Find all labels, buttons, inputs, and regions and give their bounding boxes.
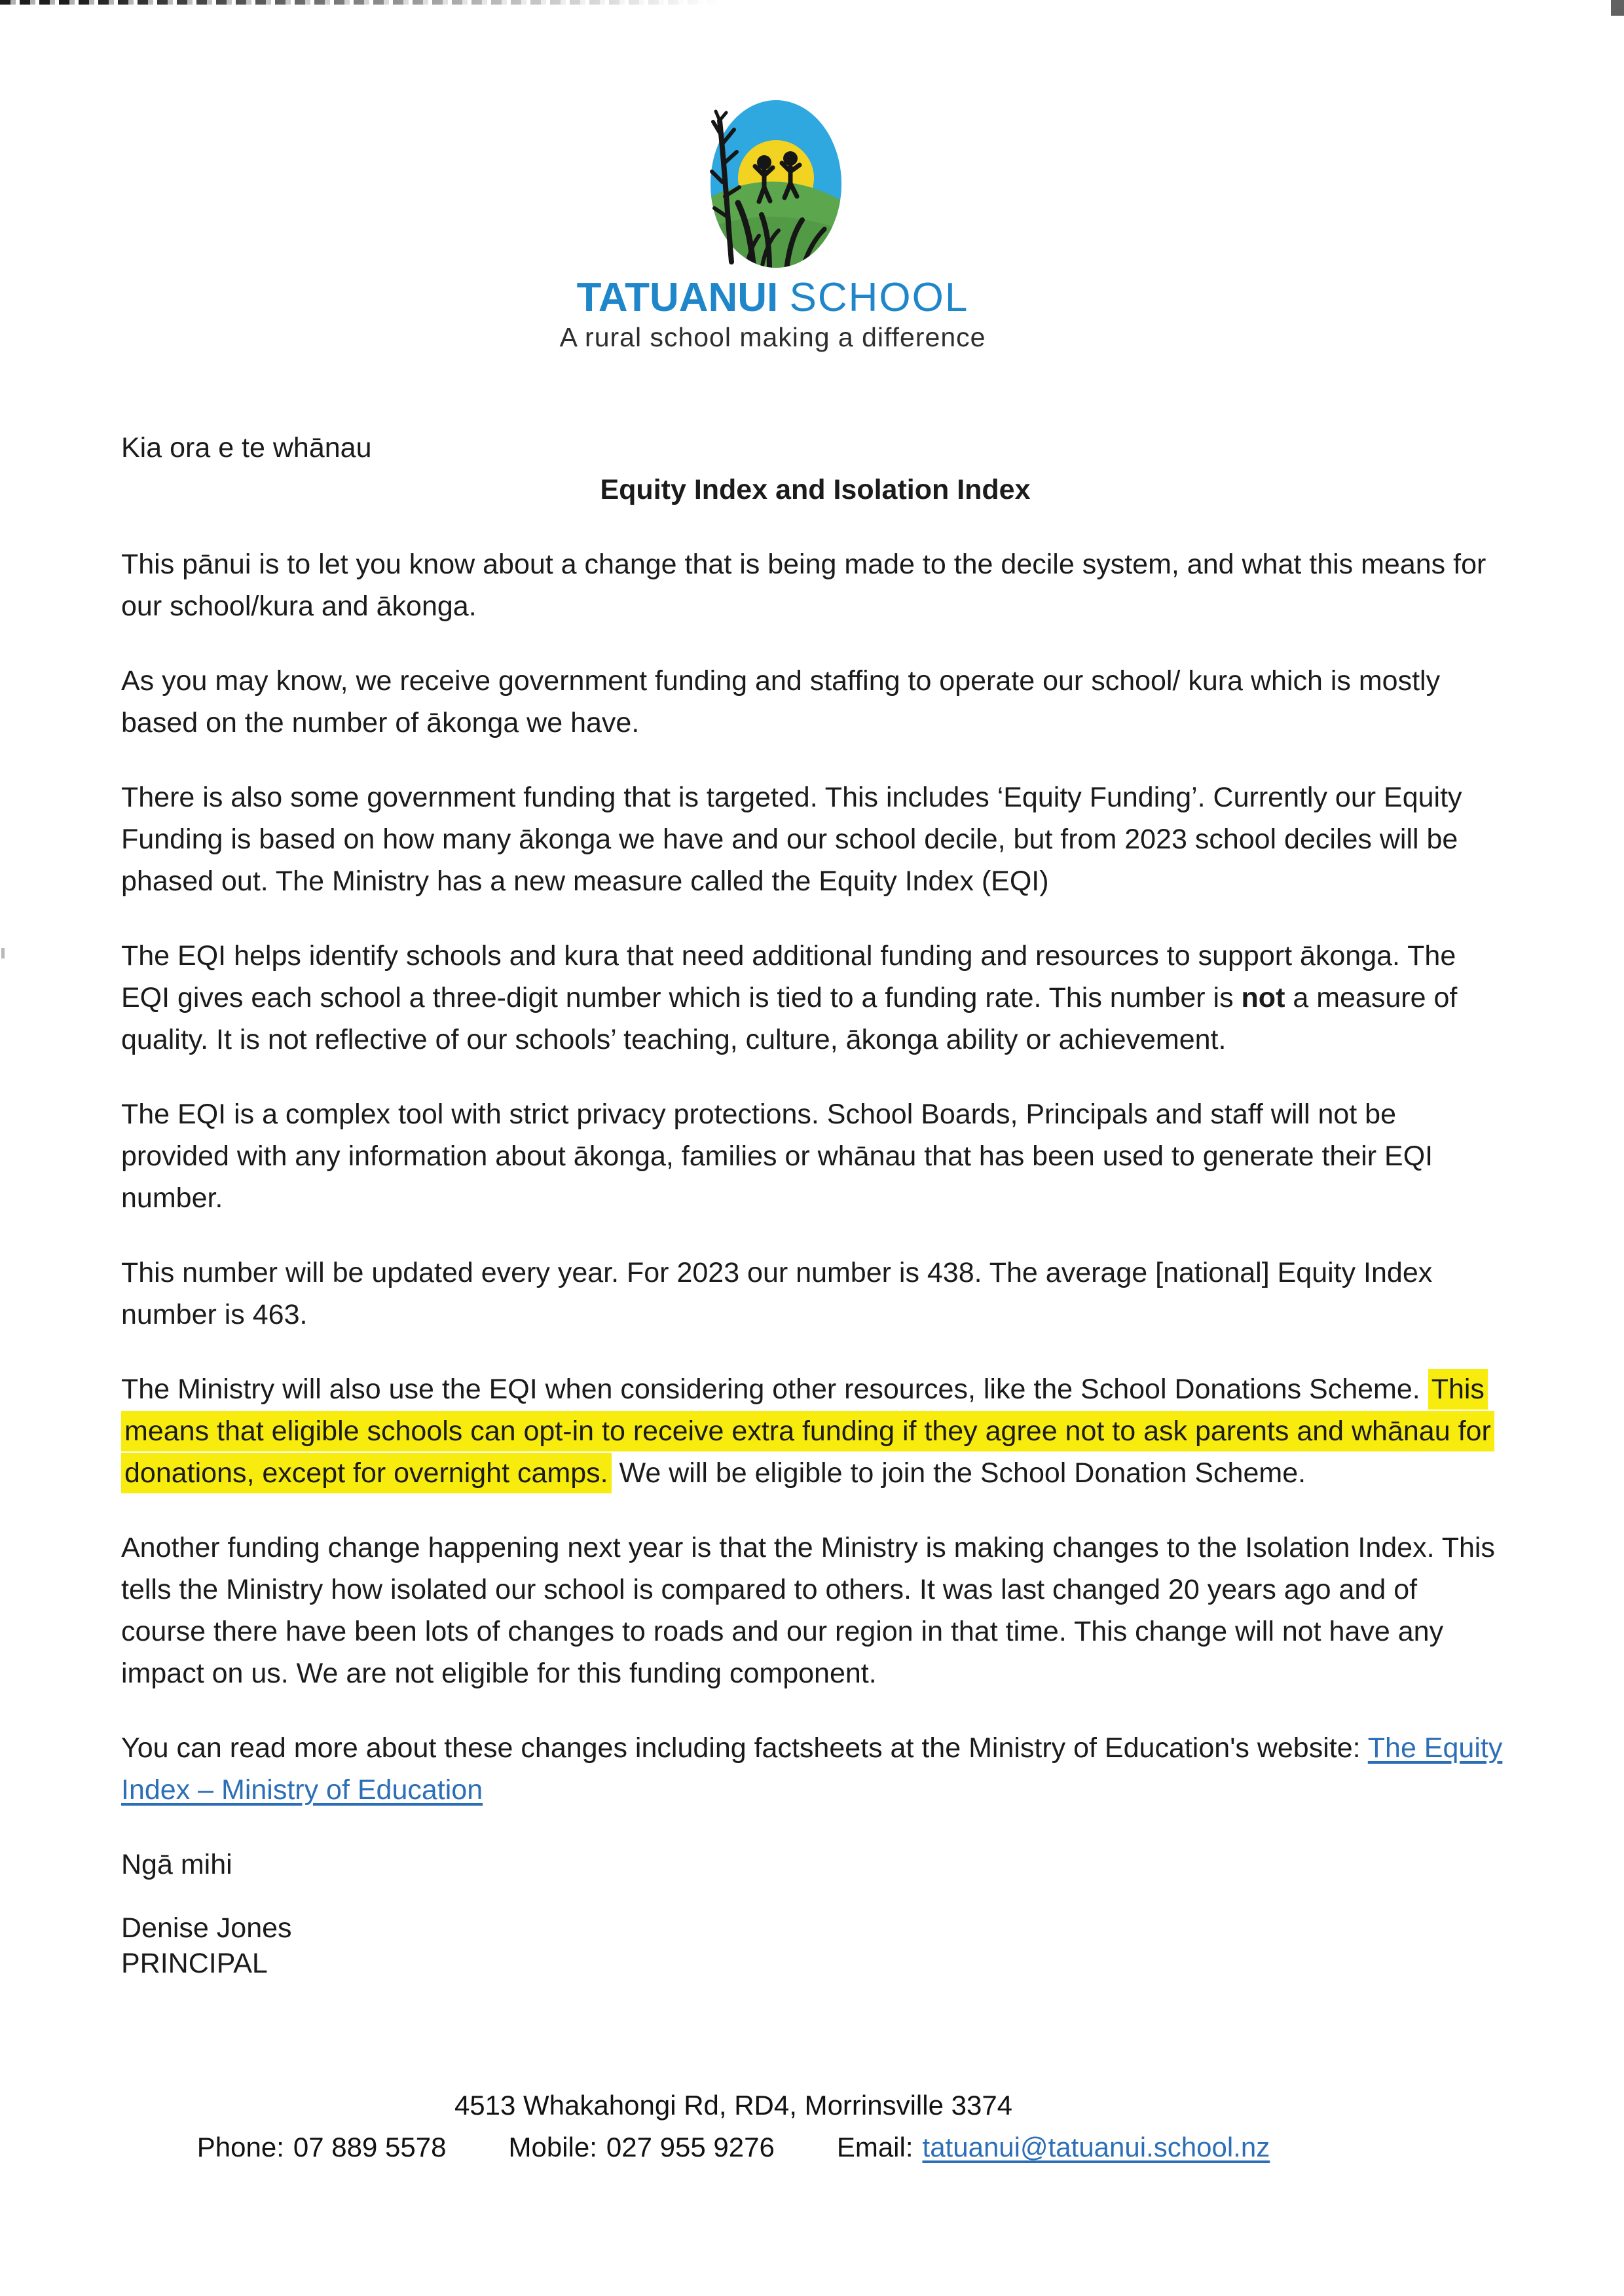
mobile-number: 027 955 9276 [606, 2132, 775, 2162]
email-label: Email: [836, 2132, 913, 2162]
school-name-bold: TATUANUI [576, 275, 779, 320]
text-segment: You can read more about these changes including factsheets at the Ministry of Education's website: [121, 1732, 1368, 1764]
school-address: 4513 Whakahongi Rd, RD4, Morrinsville 3374 [454, 2090, 1013, 2121]
school-name [560, 276, 986, 319]
school-tagline: A rural school making a difference [559, 322, 986, 352]
letter-heading: Equity Index and Isolation Index [600, 474, 1031, 505]
contact-row [0, 2132, 1545, 2163]
mobile [509, 2132, 775, 2163]
text-segment: The EQI helps identify schools and kura that need additional funding and resources to support ākonga. The EQI gives each school a three-digit number which is tied to a funding rate. This number is [121, 940, 1456, 1013]
paragraph [121, 543, 1509, 627]
paragraph [121, 776, 1509, 902]
paragraph [121, 1527, 1509, 1694]
text-segment: not [1241, 982, 1285, 1013]
greeting: Kia ora e te whānau [121, 432, 372, 464]
text-segment: Another funding change happening next year is that the Ministry is making changes to the Isolation Index. This tells the Ministry how isolated our school is compared to others. It was last changed 20 years ago and of course there have been lots of changes to roads and our region in that time. This change will not have any impact on us. We are not eligible for this funding component. [121, 1532, 1495, 1689]
school-logo [560, 0, 986, 352]
paragraph [121, 1727, 1509, 1811]
paragraph [121, 935, 1509, 1061]
equity-index-link[interactable]: The Equity Index – Ministry of Education [121, 1732, 1503, 1806]
signature [121, 1910, 1509, 1981]
letter-body [121, 427, 1509, 1981]
phone-number: 07 889 5578 [293, 2132, 447, 2162]
paragraph [121, 1368, 1509, 1494]
paragraph [121, 1252, 1509, 1336]
text-segment: As you may know, we receive government funding and staffing to operate our school/ kura which is mostly based on the number of ākonga we have. [121, 665, 1441, 738]
text-segment: The EQI is a complex tool with strict privacy protections. School Boards, Principals and staff will not be provided with any information about ākonga, families or whānau that has been used to generate their EQI number. [121, 1099, 1433, 1214]
phone-label: Phone: [196, 2132, 284, 2162]
letter-footer [0, 2090, 1545, 2163]
text-segment: This number will be updated every year. For 2023 our number is 438. The average [national] Equity Index number is 463. [121, 1257, 1433, 1330]
school-name-light: SCHOOL [789, 275, 969, 320]
mobile-label: Mobile: [508, 2132, 597, 2162]
email [837, 2132, 1270, 2163]
signature-role: PRINCIPAL [121, 1948, 268, 1979]
letter-paragraphs [121, 543, 1509, 1811]
text-segment: The Ministry will also use the EQI when considering other resources, like the School Donations Scheme. [121, 1374, 1428, 1405]
phone [197, 2132, 447, 2163]
scan-artifact-left-mark [1, 948, 5, 958]
highlighted-text: This means that eligible schools can opt-in to receive extra funding if they agree not to ask parents and whānau for donations, except for overnight camps. [121, 1369, 1494, 1493]
closing: Ngā mihi [121, 1849, 232, 1880]
signature-name: Denise Jones [121, 1912, 292, 1944]
paragraph [121, 660, 1509, 744]
text-segment: This pānui is to let you know about a change that is being made to the decile system, and what this means for our school/kura and ākonga. [121, 549, 1486, 622]
paragraph [121, 1093, 1509, 1219]
text-segment: We will be eligible to join the School Donation Scheme. [611, 1457, 1306, 1489]
text-segment: There is also some government funding that is targeted. This includes ‘Equity Funding’. Currently our Equity Funding is based on how many ākonga we have and our school decile, but from 2023 school deciles will be phased out. The Ministry has a new measure called the Equity Index (EQI) [121, 782, 1462, 897]
school-logo-icon [691, 98, 855, 270]
email-link[interactable]: tatuanui@tatuanui.school.nz [922, 2132, 1270, 2162]
text-segment: a measure of quality. It is not reflective of our schools’ teaching, culture, ākonga ability or achievement. [121, 982, 1458, 1055]
scan-artifact-corner [1611, 0, 1624, 16]
